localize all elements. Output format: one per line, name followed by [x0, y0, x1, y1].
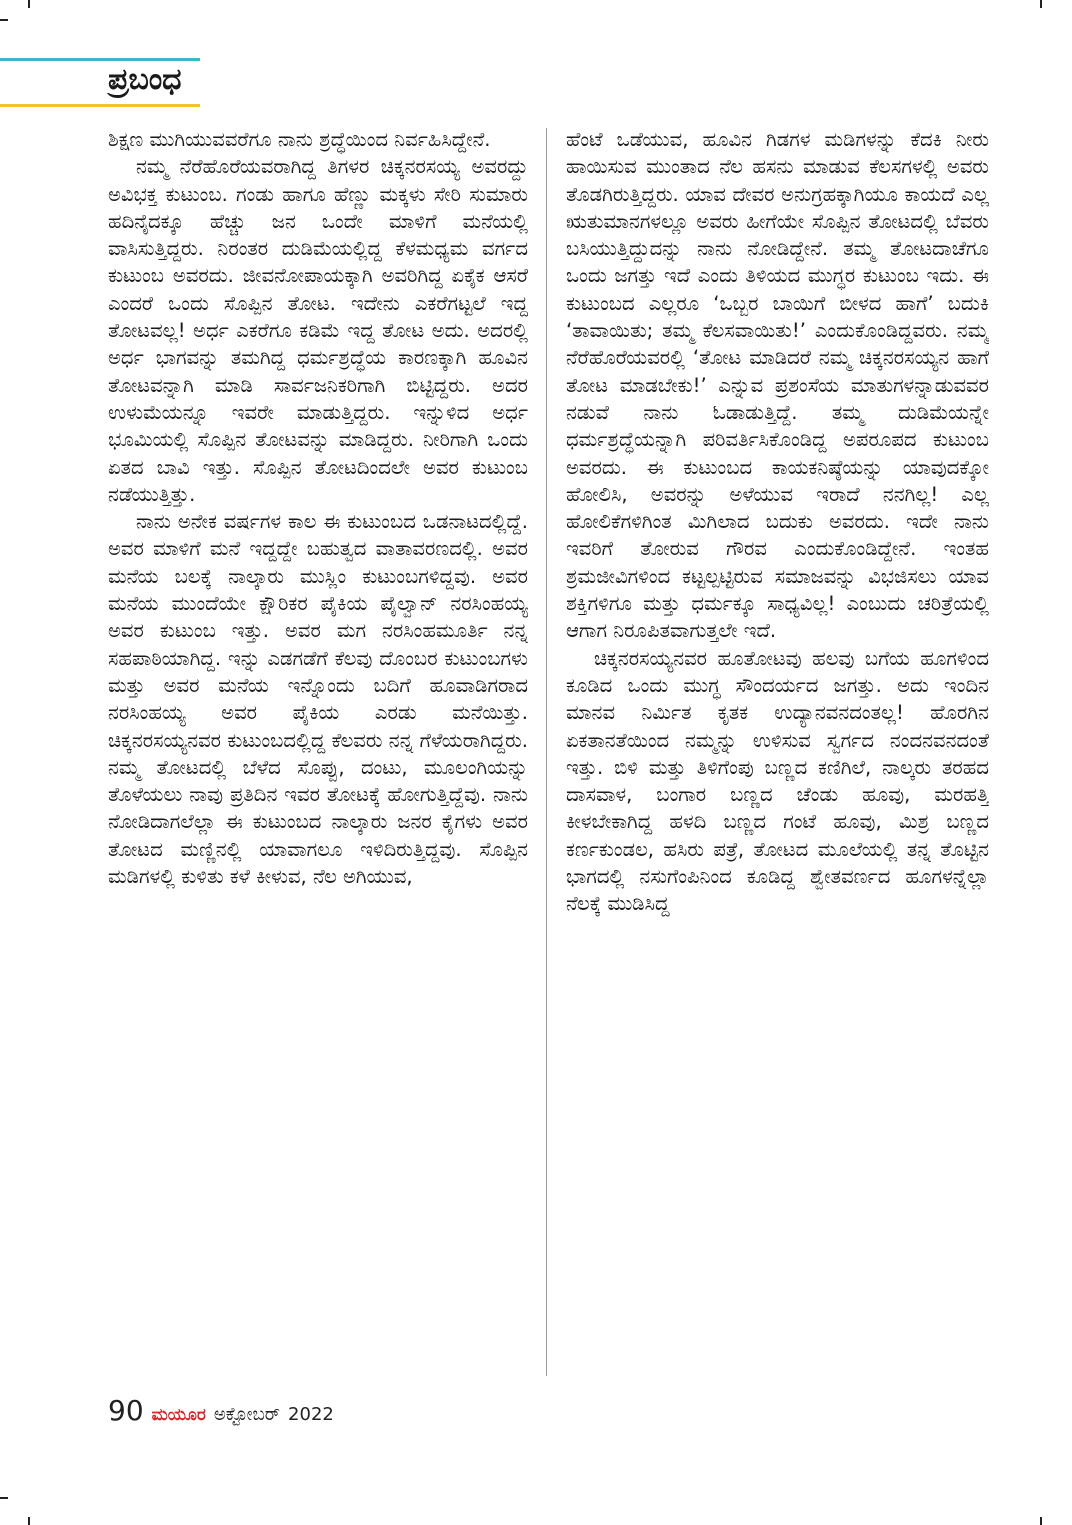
crop-mark: [1040, 1517, 1042, 1525]
crop-mark: [0, 1497, 8, 1499]
header-rule-top: [0, 58, 200, 61]
issue-year: 2022: [288, 1404, 334, 1425]
crop-mark: [0, 19, 8, 21]
issue-month: ಅಕ್ಟೋಬರ್: [213, 1404, 281, 1425]
article-column-left: [108, 126, 528, 1386]
page-number: 90: [108, 1394, 144, 1427]
magazine-logo: ಮಯೂರ: [151, 1405, 206, 1425]
section-title: ಪ್ರಬಂಧ: [108, 62, 182, 97]
header-rule-bottom: [0, 104, 200, 107]
column-divider: [546, 128, 547, 1376]
paragraph: ಶಿಕ್ಷಣ ಮುಗಿಯುವವರೆಗೂ ನಾನು ಶ್ರದ್ಧೆಯಿಂದ ನಿರ್ವಹಿಸಿದ್ದೇನೆ.: [108, 128, 491, 151]
paragraph: ನಮ್ಮ ನೆರೆಹೊರೆಯವರಾಗಿದ್ದ ತಿಗಳರ ಚಿಕ್ಕನರಸಯ್ಯ ಅವರದ್ದು ಅವಿಭಕ್ತ ಕುಟುಂಬ. ಗಂಡು ಹಾಗೂ ಹೆಣ್ಣು ಮಕ್ಕಳು ಸೇರಿ ಸುಮಾರು ಹದಿನೈದಕ್ಕೂ ಹೆಚ್ಚು ಜನ ಒಂದೇ ಮಾಳಿಗೆ ಮನೆಯಲ್ಲಿ ವಾಸಿಸುತ್ತಿದ್ದರು. ನಿರಂತರ ದುಡಿಮೆಯಲ್ಲಿದ್ದ ಕೆಳಮಧ್ಯಮ ವರ್ಗದ ಕುಟುಂಬ ಅವರದು. ಜೀವನೋಪಾಯಕ್ಕಾಗಿ ಅವರಿಗಿದ್ದ ಏಕೈಕ ಆಸರೆ ಎಂದರೆ ಒಂದು ಸೊಪ್ಪಿನ ತೋಟ. ಇದೇನು ಎಕರೆಗಟ್ಟಲೆ ಇದ್ದ ತೋಟವಲ್ಲ! ಅರ್ಧ ಎಕರೆಗೂ ಕಡಿಮೆ ಇದ್ದ ತೋಟ ಅದು. ಅದರಲ್ಲಿ ಅರ್ಧ ಭಾಗವನ್ನು ತಮಗಿದ್ದ ಧರ್ಮಶ್ರದ್ಧೆಯ ಕಾರಣಕ್ಕಾಗಿ ಹೂವಿನ ತೋಟವನ್ನಾಗಿ ಮಾಡಿ ಸಾರ್ವಜನಿಕರಿಗಾಗಿ ಬಿಟ್ಟಿದ್ದರು. ಅದರ ಉಳುಮೆಯನ್ನೂ ಇವರೇ ಮಾಡುತ್ತಿದ್ದರು. ಇನ್ನುಳಿದ ಅರ್ಧ ಭೂಮಿಯಲ್ಲಿ ಸೊಪ್ಪಿನ ತೋಟವನ್ನು ಮಾಡಿದ್ದರು. ನೀರಿಗಾಗಿ ಒಂದು ಏತದ ಬಾವಿ ಇತ್ತು. ಸೊಪ್ಪಿನ ತೋಟದಿಂದಲೇ ಅವರ ಕುಟುಂಬ ನಡೆಯುತ್ತಿತ್ತು.: [108, 155, 528, 506]
article-column-right: [566, 126, 989, 1386]
page-footer: [108, 1394, 334, 1430]
crop-mark: [28, 0, 30, 8]
paragraph: ಹೆಂಟೆ ಒಡೆಯುವ, ಹೂವಿನ ಗಿಡಗಳ ಮಡಿಗಳನ್ನು ಕೆದಕಿ ನೀರು ಹಾಯಿಸುವ ಮುಂತಾದ ನೆಲ ಹಸನು ಮಾಡುವ ಕೆಲಸಗಳಲ್ಲಿ ಅವರು ತೊಡಗಿರುತ್ತಿದ್ದರು. ಯಾವ ದೇವರ ಅನುಗ್ರಹಕ್ಕಾಗಿಯೂ ಕಾಯದೆ ಎಲ್ಲ ಋತುಮಾನಗಳಲ್ಲೂ ಅವರು ಹೀಗೆಯೇ ಸೊಪ್ಪಿನ ತೋಟದಲ್ಲಿ ಬೆವರು ಬಸಿಯುತ್ತಿದ್ದುದನ್ನು ನಾನು ನೋಡಿದ್ದೇನೆ. ತಮ್ಮ ತೋಟದಾಚೆಗೂ ಒಂದು ಜಗತ್ತು ಇದೆ ಎಂದು ತಿಳಿಯದ ಮುಗ್ಧರ ಕುಟುಂಬ ಇದು. ಈ ಕುಟುಂಬದ ಎಲ್ಲರೂ ‘ಒಬ್ಬರ ಬಾಯಿಗೆ ಬೀಳದ ಹಾಗೆ’ ಬದುಕಿ ‘ತಾವಾಯಿತು; ತಮ್ಮ ಕೆಲಸವಾಯಿತು!’ ಎಂದುಕೊಂಡಿದ್ದವರು. ನಮ್ಮ ನೆರೆಹೊರೆಯವರಲ್ಲಿ ‘ತೋಟ ಮಾಡಿದರೆ ನಮ್ಮ ಚಿಕ್ಕನರಸಯ್ಯನ ಹಾಗೆ ತೋಟ ಮಾಡಬೇಕು!’ ಎನ್ನುವ ಪ್ರಶಂಸೆಯ ಮಾತುಗಳನ್ನಾಡುವವರ ನಡುವೆ ನಾನು ಓಡಾಡುತ್ತಿದ್ದೆ. ತಮ್ಮ ದುಡಿಮೆಯನ್ನೇ ಧರ್ಮಶ್ರದ್ಧೆಯನ್ನಾಗಿ ಪರಿವರ್ತಿಸಿಕೊಂಡಿದ್ದ ಅಪರೂಪದ ಕುಟುಂಬ ಅವರದು. ಈ ಕುಟುಂಬದ ಕಾಯಕನಿಷ್ಠೆಯನ್ನು ಯಾವುದಕ್ಕೋ ಹೋಲಿಸಿ, ಅವರನ್ನು ಅಳೆಯುವ ಇರಾದೆ ನನಗಿಲ್ಲ! ಎಲ್ಲ ಹೋಲಿಕೆಗಳಿಗಿಂತ ಮಿಗಿಲಾದ ಬದುಕು ಅವರದು. ಇದೇ ನಾನು ಇವರಿಗೆ ತೋರುವ ಗೌರವ ಎಂದುಕೊಂಡಿದ್ದೇನೆ. ಇಂತಹ ಶ್ರಮಜೀವಿಗಳಿಂದ ಕಟ್ಟಲ್ಪಟ್ಟಿರುವ ಸಮಾಜವನ್ನು ವಿಭಜಿಸಲು ಯಾವ ಶಕ್ತಿಗಳಿಗೂ ಮತ್ತು ಧರ್ಮಕ್ಕೂ ಸಾಧ್ಯವಿಲ್ಲ! ಎಂಬುದು ಚರಿತ್ರೆಯಲ್ಲಿ ಆಗಾಗ ನಿರೂಪಿತವಾಗುತ್ತಲೇ ಇದೆ.: [566, 128, 989, 643]
crop-mark: [28, 1517, 30, 1525]
paragraph: ನಾನು ಅನೇಕ ವರ್ಷಗಳ ಕಾಲ ಈ ಕುಟುಂಬದ ಒಡನಾಟದಲ್ಲಿದ್ದೆ. ಅವರ ಮಾಳಿಗೆ ಮನೆ ಇದ್ದದ್ದೇ ಬಹುತ್ವದ ವಾತಾವರಣದಲ್ಲಿ. ಅವರ ಮನೆಯ ಬಲಕ್ಕೆ ನಾಲ್ಕಾರು ಮುಸ್ಲಿಂ ಕುಟುಂಬಗಳಿದ್ದವು. ಅವರ ಮನೆಯ ಮುಂದೆಯೇ ಕ್ಷೌರಿಕರ ಪೈಕಿಯ ಪೈಲ್ವಾನ್ ನರಸಿಂಹಯ್ಯ ಅವರ ಕುಟುಂಬ ಇತ್ತು. ಅವರ ಮಗ ನರಸಿಂಹಮೂರ್ತಿ ನನ್ನ ಸಹಪಾಠಿಯಾಗಿದ್ದ. ಇನ್ನು ಎಡಗಡೆಗೆ ಕೆಲವು ದೊಂಬರ ಕುಟುಂಬಗಳು ಮತ್ತು ಅವರ ಮನೆಯ ಇನ್ನೊಂದು ಬದಿಗೆ ಹೂವಾಡಿಗರಾದ ನರಸಿಂಹಯ್ಯ ಅವರ ಪೈಕಿಯ ಎರಡು ಮನೆಯಿತ್ತು. ಚಿಕ್ಕನರಸಯ್ಯನವರ ಕುಟುಂಬದಲ್ಲಿದ್ದ ಕೆಲವರು ನನ್ನ ಗೆಳೆಯರಾಗಿದ್ದರು. ನಮ್ಮ ತೋಟದಲ್ಲಿ ಬೆಳೆದ ಸೊಪ್ಪು, ದಂಟು, ಮೂಲಂಗಿಯನ್ನು ತೊಳೆಯಲು ನಾವು ಪ್ರತಿದಿನ ಇವರ ತೋಟಕ್ಕೆ ಹೋಗುತ್ತಿದ್ದೆವು. ನಾನು ನೋಡಿದಾಗಲೆಲ್ಲಾ ಈ ಕುಟುಂಬದ ನಾಲ್ಕಾರು ಜನರ ಕೈಗಳು ಅವರ ತೋಟದ ಮಣ್ಣಿನಲ್ಲಿ ಯಾವಾಗಲೂ ಇಳಿದಿರುತ್ತಿದ್ದವು. ಸೊಪ್ಪಿನ ಮಡಿಗಳಲ್ಲಿ ಕುಳಿತು ಕಳೆ ಕೀಳುವ, ನೆಲ ಅಗಿಯುವ,: [108, 510, 528, 889]
paragraph: ಚಿಕ್ಕನರಸಯ್ಯನವರ ಹೂತೋಟವು ಹಲವು ಬಗೆಯ ಹೂಗಳಿಂದ ಕೂಡಿದ ಒಂದು ಮುಗ್ಧ ಸೌಂದರ್ಯದ ಜಗತ್ತು. ಅದು ಇಂದಿನ ಮಾನವ ನಿರ್ಮಿತ ಕೃತಕ ಉದ್ಯಾನವನದಂತಲ್ಲ! ಹೊರಗಿನ ಏಕತಾನತೆಯಿಂದ ನಮ್ಮನ್ನು ಉಳಿಸುವ ಸ್ವರ್ಗದ ನಂದನವನದಂತೆ ಇತ್ತು. ಬಿಳಿ ಮತ್ತು ತಿಳಿಗೆಂಪು ಬಣ್ಣದ ಕಣಿಗಿಲೆ, ನಾಲ್ಕರು ತರಹದ ದಾಸವಾಳ, ಬಂಗಾರ ಬಣ್ಣದ ಚೆಂಡು ಹೂವು, ಮರಹತ್ತಿ ಕೀಳಬೇಕಾಗಿದ್ದ ಹಳದಿ ಬಣ್ಣದ ಗಂಟೆ ಹೂವು, ಮಿಶ್ರ ಬಣ್ಣದ ಕರ್ಣಕುಂಡಲ, ಹಸಿರು ಪತ್ರೆ, ತೋಟದ ಮೂಲೆಯಲ್ಲಿ ತನ್ನ ತೊಟ್ಟಿನ ಭಾಗದಲ್ಲಿ ನಸುಗೆಂಪಿನಿಂದ ಕೂಡಿದ್ದ ಶ್ವೇತವರ್ಣದ ಹೂಗಳನ್ನೆಲ್ಲಾ ನೆಲಕ್ಕೆ ಮುಡಿಸಿದ್ದ: [566, 646, 989, 916]
crop-mark: [1040, 0, 1042, 8]
